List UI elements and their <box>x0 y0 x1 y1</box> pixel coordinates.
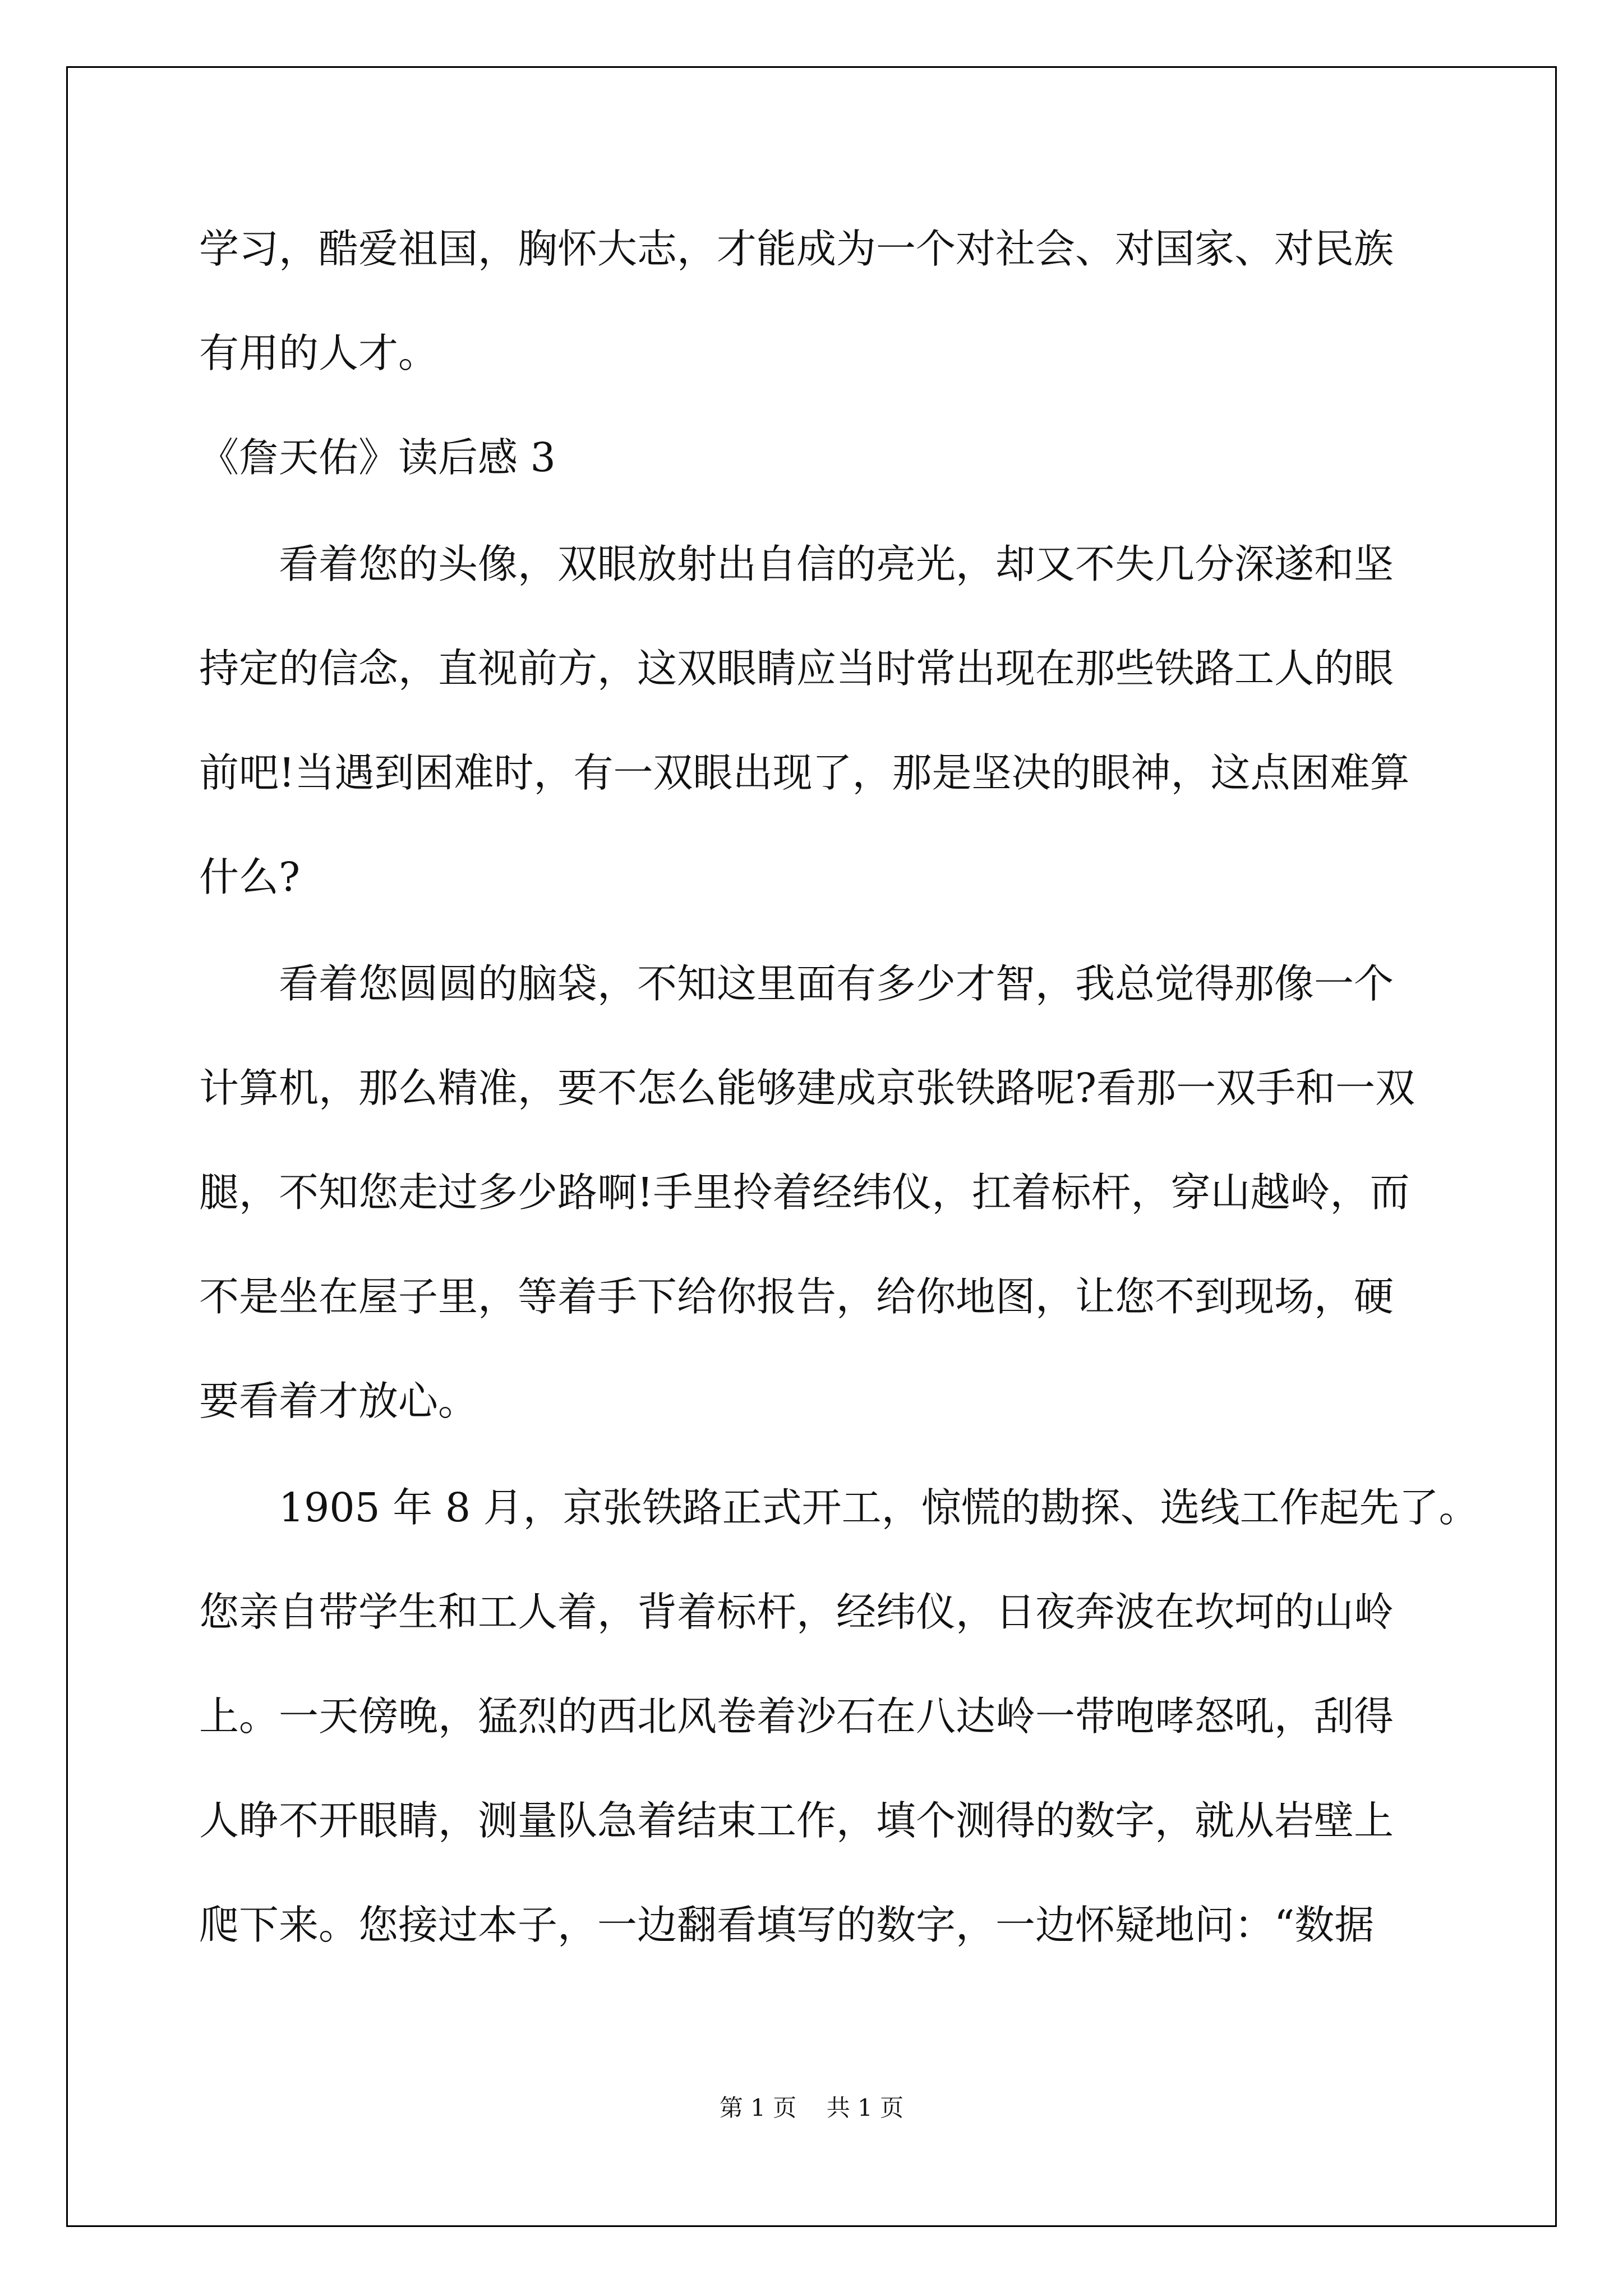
paragraph-line: 人睁不开眼睛，测量队急着结束工作，填个测得的数字，就从岩壁上 <box>199 1797 1394 1844</box>
paragraph-line: 看着您的头像，双眼放射出自信的亮光，却又不失几分深遂和坚 <box>279 541 1394 587</box>
paragraph-line: 您亲自带学生和工人着，背着标杆，经纬仪，日夜奔波在坎坷的山岭 <box>199 1589 1394 1635</box>
paragraph-line: 持定的信念，直视前方，这双眼睛应当时常出现在那些铁路工人的眼 <box>199 645 1394 692</box>
paragraph-line: 前吧!当遇到困难时，有一双眼出现了，那是坚决的眼神，这点困难算 <box>199 749 1410 796</box>
paragraph-line: 学习，酷爱祖国，胸怀大志，才能成为一个对社会、对国家、对民族 <box>199 226 1394 272</box>
section-heading: 《詹天佑》读后感 3 <box>199 434 556 481</box>
paragraph-line: 什么? <box>199 854 301 900</box>
paragraph-line: 上。一天傍晚，猛烈的西北风卷着沙石在八达岭一带咆哮怒吼，刮得 <box>199 1693 1394 1740</box>
page-footer: 第 1 页 共 1 页 <box>719 2094 904 2122</box>
paragraph-line: 爬下来。您接过本子，一边翻看填写的数字，一边怀疑地问：“数据 <box>199 1902 1375 1948</box>
paragraph-line: 看着您圆圆的脑袋，不知这里面有多少才智，我总觉得那像一个 <box>279 960 1394 1007</box>
paragraph-line: 腿，不知您走过多少路啊!手里拎着经纬仪，扛着标杆，穿山越岭，而 <box>199 1169 1410 1216</box>
paragraph-line: 计算机，那么精准，要不怎么能够建成京张铁路呢?看那一双手和一双 <box>199 1065 1415 1111</box>
paragraph-line: 不是坐在屋子里，等着手下给你报告，给你地图，让您不到现场，硬 <box>199 1273 1394 1320</box>
paragraph-line: 有用的人才。 <box>199 330 439 376</box>
paragraph-line: 要看着才放心。 <box>199 1378 478 1424</box>
paragraph-line: 1905 年 8 月，京张铁路正式开工，惊慌的勘探、选线工作起先了。 <box>279 1484 1479 1531</box>
